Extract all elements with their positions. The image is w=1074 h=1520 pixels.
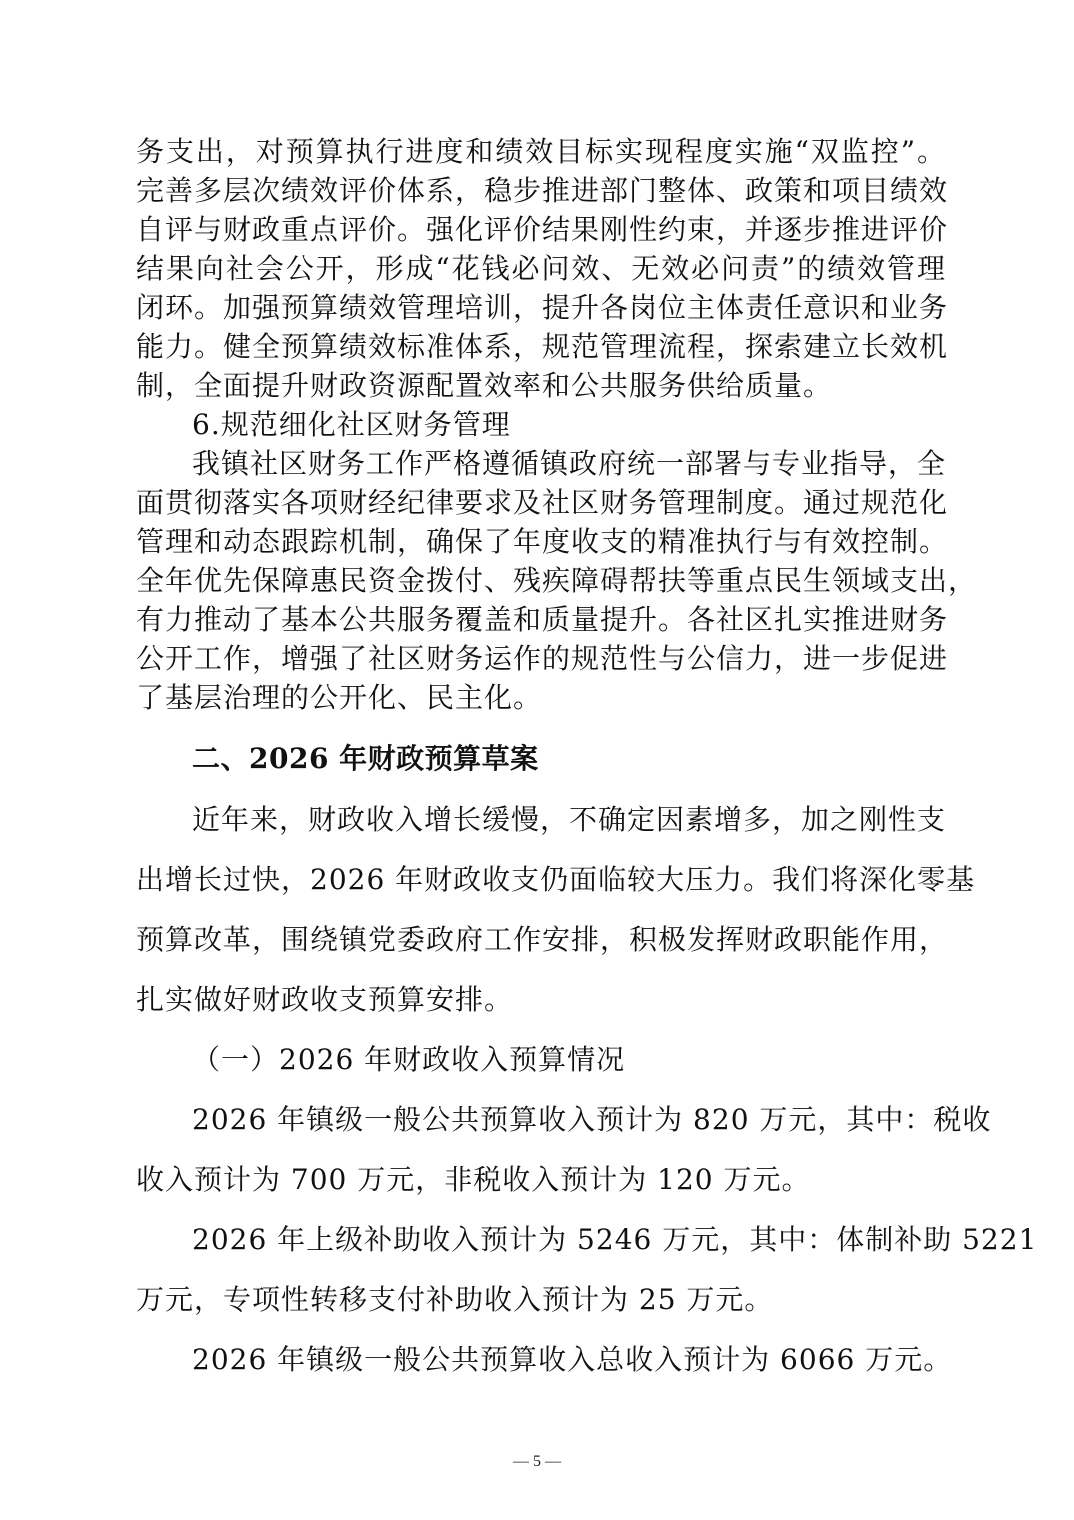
body-text-line: 能力。健全预算绩效标准体系，规范管理流程，探索建立长效机 [136,330,949,363]
body-text-line: 收入预计为 700 万元，非税收入预计为 120 万元。 [136,1163,811,1196]
body-text-line: 我镇社区财务工作严格遵循镇政府统一部署与专业指导，全 [192,447,947,480]
body-text-line: 扎实做好财政收支预算安排。 [136,983,514,1016]
body-text-line: 制，全面提升财政资源配置效率和公共服务供给质量。 [136,369,833,402]
page-number: — 5 — [513,1453,561,1470]
body-text-line: 了基层治理的公开化、民主化。 [136,681,543,714]
body-text-line: 闭环。加强预算绩效管理培训，提升各岗位主体责任意识和业务 [136,291,949,324]
section-heading: 二、2026 年财政预算草案 [192,742,539,775]
subsection-heading: （一）2026 年财政收入预算情况 [192,1043,626,1076]
body-text-line: 管理和动态跟踪机制，确保了年度收支的精准执行与有效控制。 [136,525,949,558]
section-subheading: 6.规范细化社区财务管理 [192,408,511,441]
body-text-line: 务支出，对预算执行进度和绩效目标实现程度实施“双监控”。 [136,135,946,168]
body-text-line: 全年优先保障惠民资金拨付、残疾障碍帮扶等重点民生领域支出， [136,564,978,597]
body-text-line: 有力推动了基本公共服务覆盖和质量提升。各社区扎实推进财务 [136,603,949,636]
body-text-line: 近年来，财政收入增长缓慢，不确定因素增多，加之刚性支 [192,803,947,836]
body-text-line: 2026 年上级补助收入预计为 5246 万元，其中：体制补助 5221 [192,1223,1038,1256]
body-text-line: 完善多层次绩效评价体系，稳步推进部门整体、政策和项目绩效 [136,174,949,207]
body-text-line: 面贯彻落实各项财经纪律要求及社区财务管理制度。通过规范化 [136,486,949,519]
body-text-line: 2026 年镇级一般公共预算收入预计为 820 万元，其中：税收 [192,1103,992,1136]
body-text-line: 出增长过快，2026 年财政收支仍面临较大压力。我们将深化零基 [136,863,976,896]
body-text-line: 预算改革，围绕镇党委政府工作安排，积极发挥财政职能作用， [136,923,949,956]
body-text-line: 公开工作，增强了社区财务运作的规范性与公信力，进一步促进 [136,642,949,675]
body-text-line: 万元，专项性转移支付补助收入预计为 25 万元。 [136,1283,774,1316]
body-text-line: 结果向社会公开，形成“花钱必问效、无效必问责”的绩效管理 [136,252,946,285]
body-text-line: 自评与财政重点评价。强化评价结果刚性约束，并逐步推进评价 [136,213,949,246]
body-text-line: 2026 年镇级一般公共预算收入总收入预计为 6066 万元。 [192,1343,953,1376]
